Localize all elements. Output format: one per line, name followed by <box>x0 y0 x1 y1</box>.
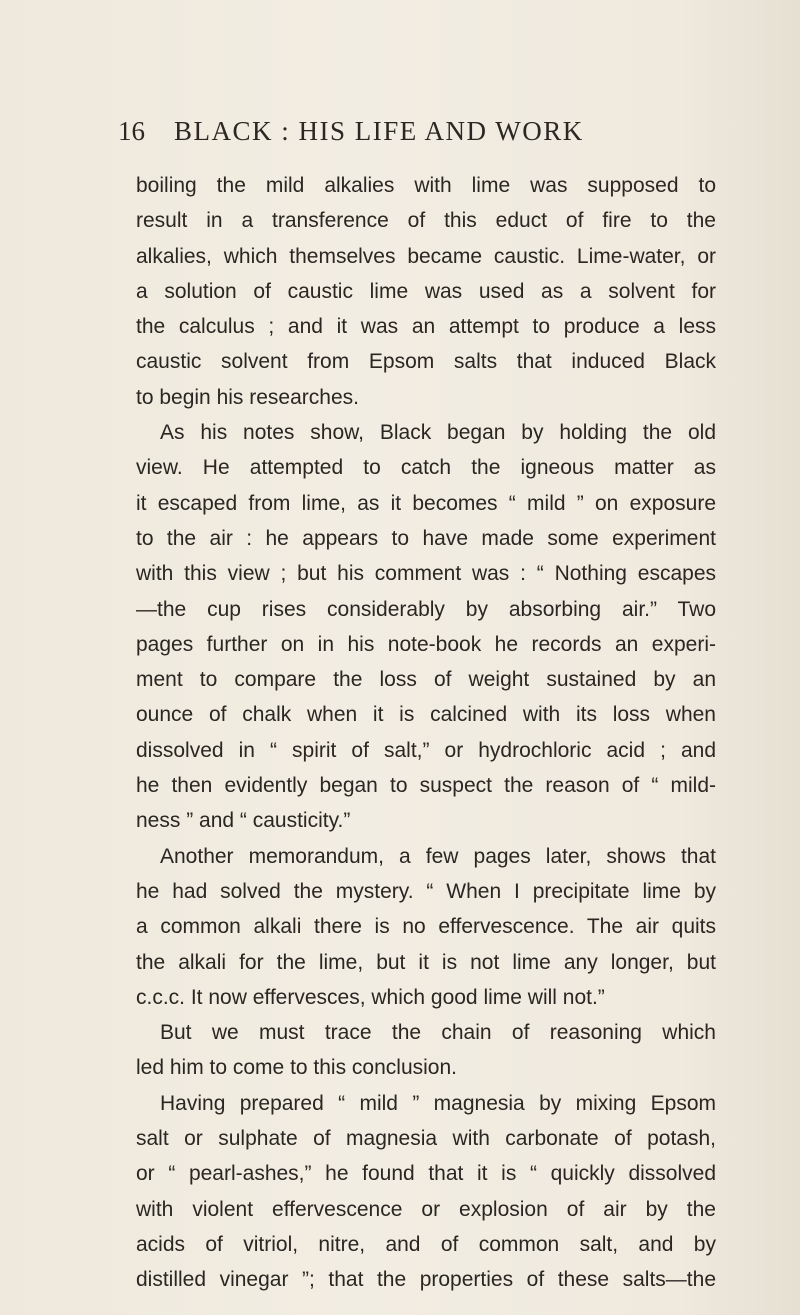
text-line: he had solved the mystery. “ When I precipitate lime by <box>136 879 716 903</box>
text-line: salt or sulphate of magnesia with carbonate of potash, <box>136 1127 716 1151</box>
text-line: —the cup rises considerably by absorbing air.” Two <box>136 597 716 621</box>
text-line: pages further on in his note-book he records an experi- <box>136 632 716 656</box>
text-line: the alkali for the lime, but it is not lime any longer, but <box>136 950 716 974</box>
text-line: the calculus ; and it was an attempt to produce a less <box>136 315 716 339</box>
text-line: ment to compare the loss of weight sustained by an <box>136 668 716 692</box>
text-line: c.c.c. It now effervesces, which good lime will not.” <box>136 985 605 1009</box>
text-line: ounce of chalk when it is calcined with its loss when <box>136 703 716 727</box>
text-line: a common alkali there is no effervescence. The air quits <box>136 915 716 939</box>
text-line: to the air : he appears to have made some experiment <box>136 526 716 550</box>
text-line: he then evidently began to suspect the reason of “ mild- <box>136 774 716 798</box>
text-line: Having prepared “ mild ” magnesia by mixing Epsom <box>160 1091 716 1115</box>
text-line: led him to come to this conclusion. <box>136 1056 457 1080</box>
text-line: view. He attempted to catch the igneous matter as <box>136 456 716 480</box>
page-number: 16 <box>118 116 145 146</box>
text-line: As his notes show, Black began by holding the old <box>160 421 716 445</box>
text-line: a solution of caustic lime was used as a solvent for <box>136 279 716 303</box>
text-line: Another memorandum, a few pages later, shows that <box>160 844 716 868</box>
text-line: with this view ; but his comment was : “ Nothing escapes <box>136 562 716 586</box>
text-line: alkalies, which themselves became caustic. Lime-water, or <box>136 244 716 268</box>
text-line: to begin his researches. <box>136 385 359 409</box>
text-line: dissolved in “ spirit of salt,” or hydrochloric acid ; and <box>136 738 716 762</box>
body-text <box>136 168 716 1298</box>
text-line: boiling the mild alkalies with lime was supposed to <box>136 174 716 197</box>
text-line: acids of vitriol, nitre, and of common salt, and by <box>136 1232 716 1256</box>
text-line: distilled vinegar ”; that the properties of these salts—the <box>136 1268 716 1292</box>
text-line: But we must trace the chain of reasoning which <box>160 1021 716 1045</box>
running-head <box>118 116 718 156</box>
chapter-title: BLACK : HIS LIFE AND WORK <box>174 116 584 146</box>
text-line: caustic solvent from Epsom salts that induced Black <box>136 350 716 374</box>
text-line: or “ pearl-ashes,” he found that it is “ quickly dissolved <box>136 1162 716 1186</box>
text-line: with violent effervescence or explosion of air by the <box>136 1197 716 1221</box>
text-line: result in a transference of this educt of fire to the <box>136 209 716 233</box>
text-line: ness ” and “ causticity.” <box>136 809 351 833</box>
text-line: it escaped from lime, as it becomes “ mild ” on exposure <box>136 491 716 515</box>
